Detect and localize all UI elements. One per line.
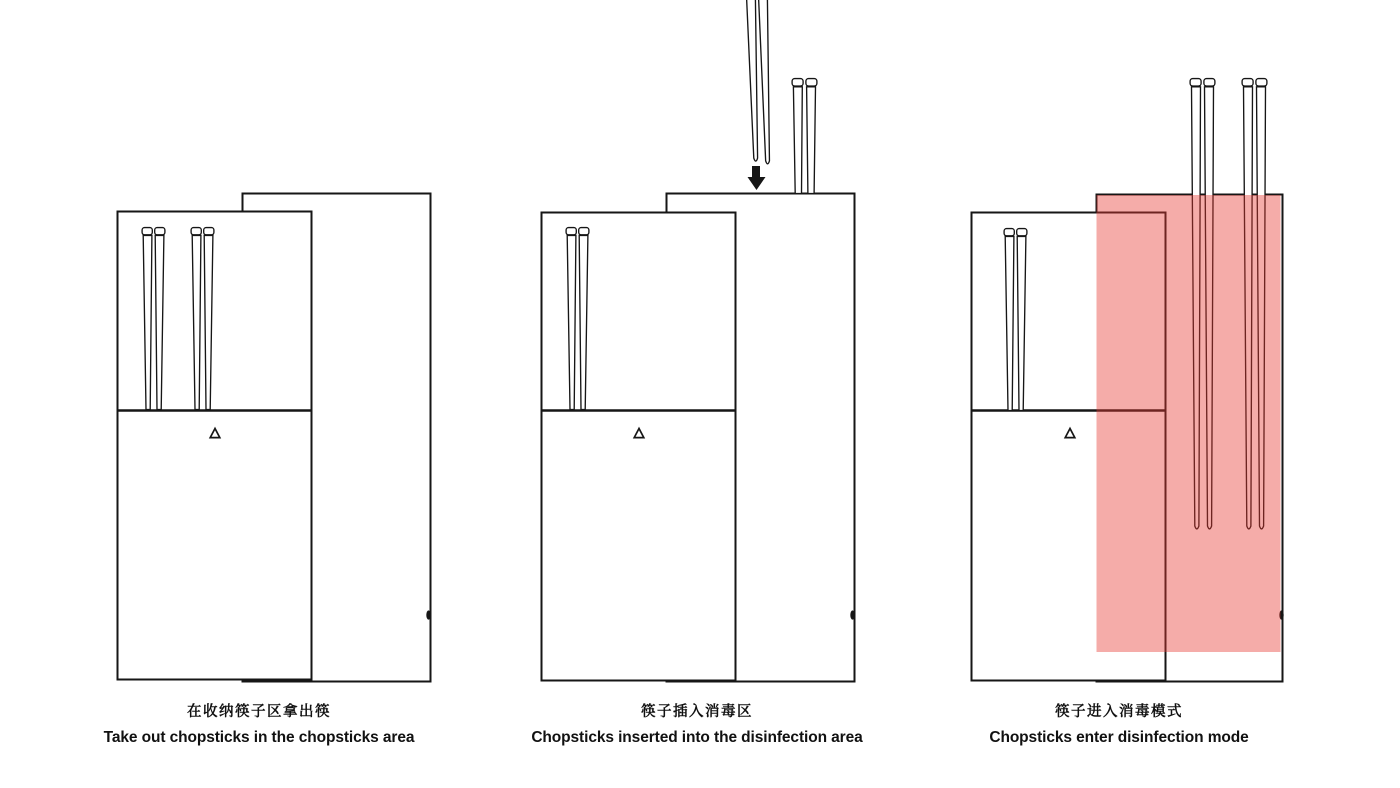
caption-panel-1-en: Take out chopsticks in the chopsticks area — [103, 729, 415, 746]
caption-panel-2-en: Chopsticks inserted into the disinfection area — [531, 729, 863, 746]
panel-2-device — [542, 0, 855, 681]
disinfection-highlight — [1097, 195, 1281, 652]
caption-panel-2-zh: 筷子插入消毒区 — [641, 704, 753, 720]
chopsticks-pair-inserted — [792, 79, 817, 194]
caption-panel-3-en: Chopsticks enter disinfection mode — [989, 729, 1249, 746]
caption-panel-2 — [531, 703, 862, 748]
caption-panel-1 — [104, 703, 415, 748]
panel-1-device — [118, 194, 431, 682]
handle-dot-icon — [426, 610, 430, 619]
panel-3-device — [972, 79, 1284, 682]
caption-panel-1-zh: 在收纳筷子区拿出筷 — [187, 704, 331, 720]
caption-panel-3-zh: 筷子进入消毒模式 — [1054, 704, 1183, 720]
caption-panel-3 — [989, 703, 1248, 748]
down-arrow-icon — [748, 166, 766, 190]
handle-dot-icon — [850, 610, 854, 619]
chopsticks-pair-floating — [746, 0, 771, 164]
